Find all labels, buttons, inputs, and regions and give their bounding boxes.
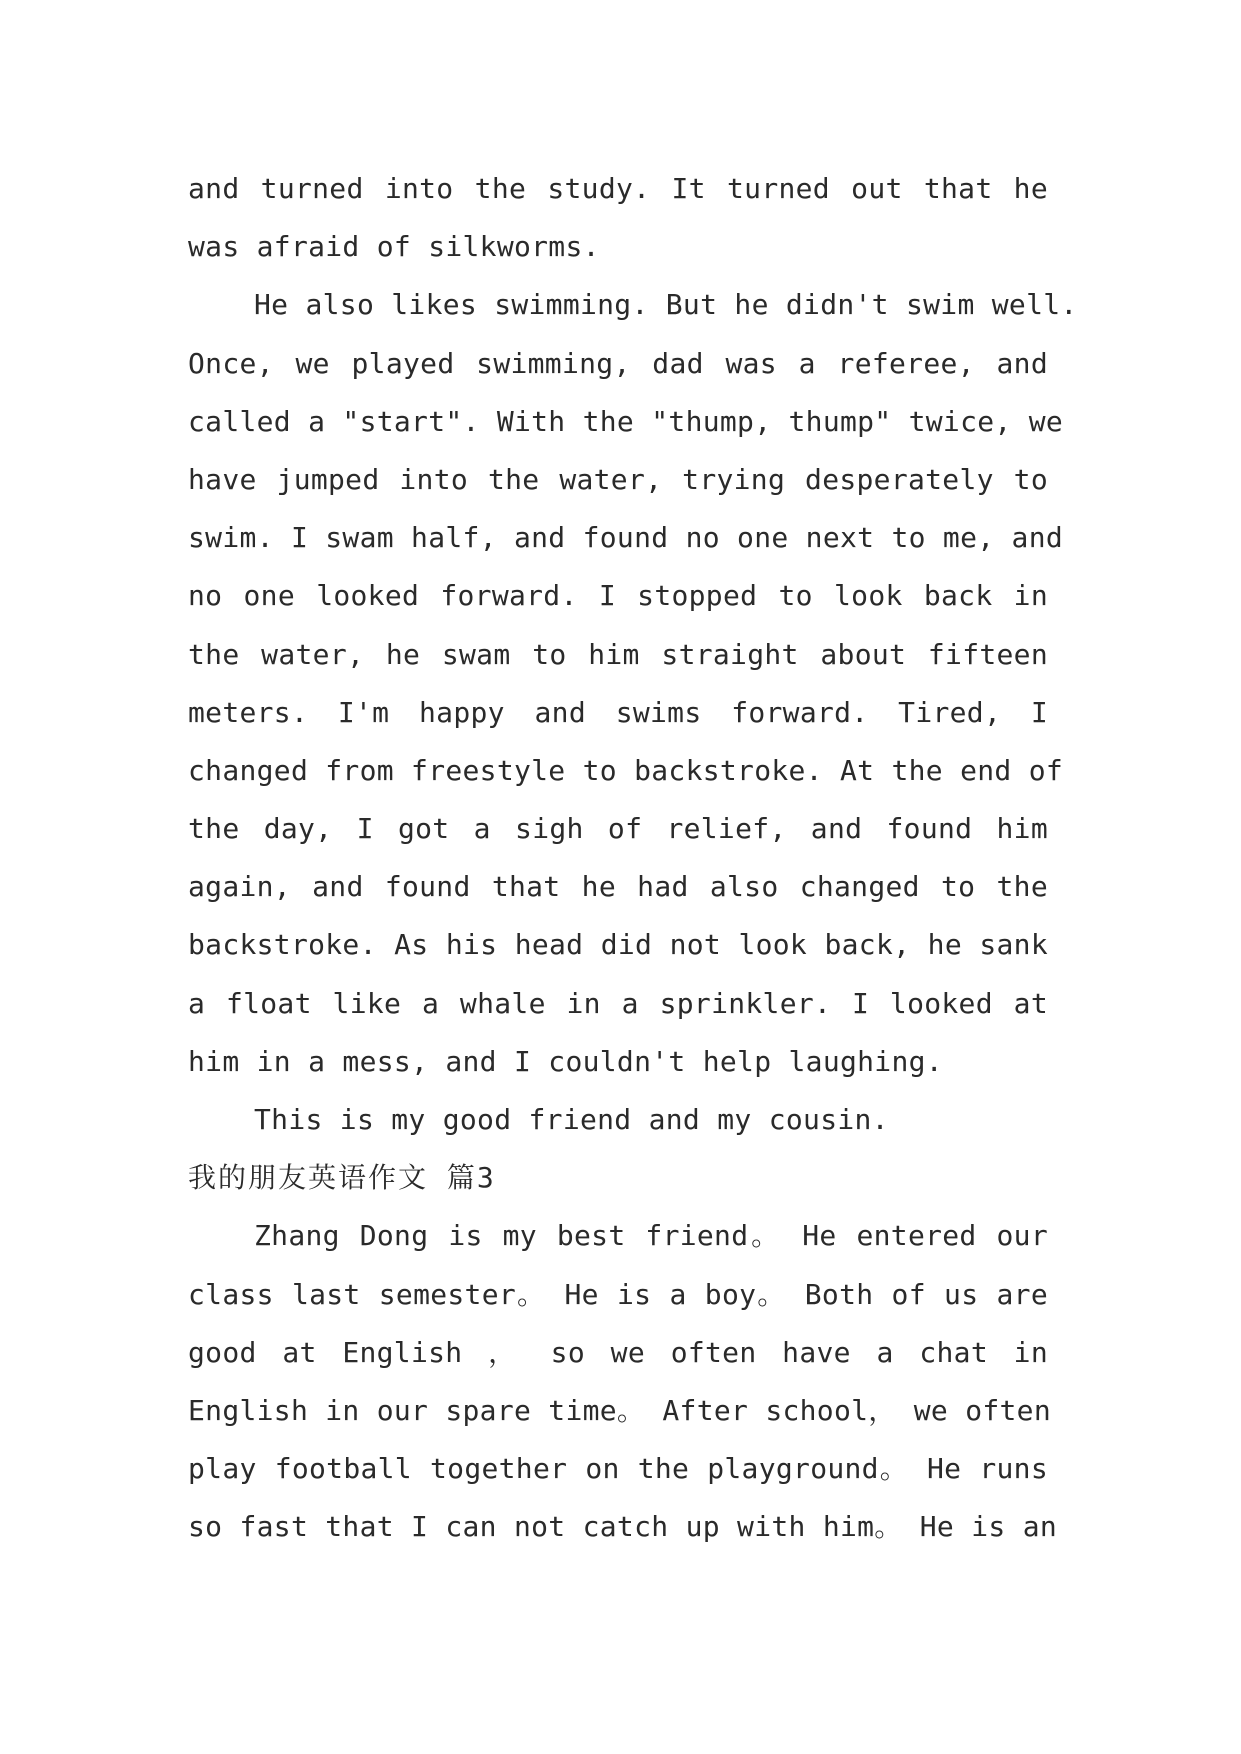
text-line: called a "start". With the "thump, thump" twice, we [188,404,1064,438]
text-line: have jumped into the water, trying desperately to [188,462,1048,496]
text-line: class last semester。 He is a boy。 Both of us are [188,1277,1048,1311]
section-heading: 我的朋友英语作文 篇3 [188,1161,496,1195]
text-line: no one looked forward. I stopped to look back in [188,579,1048,613]
text-line: swim. I swam half, and found no one next to me, and [188,521,1064,555]
text-line: backstroke. As his head did not look back, he sank [188,928,1048,962]
text-line: the day, I got a sigh of relief, and found him [188,812,1048,846]
text-line: and turned into the study. It turned out that he [188,172,1048,205]
text-line: the water, he swam to him straight about fifteen [188,637,1048,671]
text-line: again, and found that he had also changed to the [188,870,1048,904]
document-body [188,160,1078,1557]
text-line: This is my good friend and my cousin. [254,1103,889,1136]
text-line: Once, we played swimming, dad was a referee, and [188,346,1048,380]
text-line: changed from freestyle to backstroke. At the end of [188,753,1064,787]
text-line: a float like a whale in a sprinkler. I looked at [188,986,1048,1020]
text-line: so fast that I can not catch up with him。 He is an [188,1510,1058,1544]
text-line: him in a mess, and I couldn't help laughing. [188,1044,943,1078]
text-line: He also likes swimming. But he didn't swim well. [254,288,1078,322]
text-line: Zhang Dong is my best friend。 He entered our [254,1219,1048,1253]
text-line: meters. I'm happy and swims forward. Tired, I [188,695,1048,729]
text-line: play football together on the playground。 He runs [188,1452,1048,1486]
text-line: was afraid of silkworms. [188,230,600,264]
text-line: good at English ， so we often have a chat in [188,1335,1048,1369]
text-line: English in our spare time。 After school， we often [188,1393,1051,1427]
